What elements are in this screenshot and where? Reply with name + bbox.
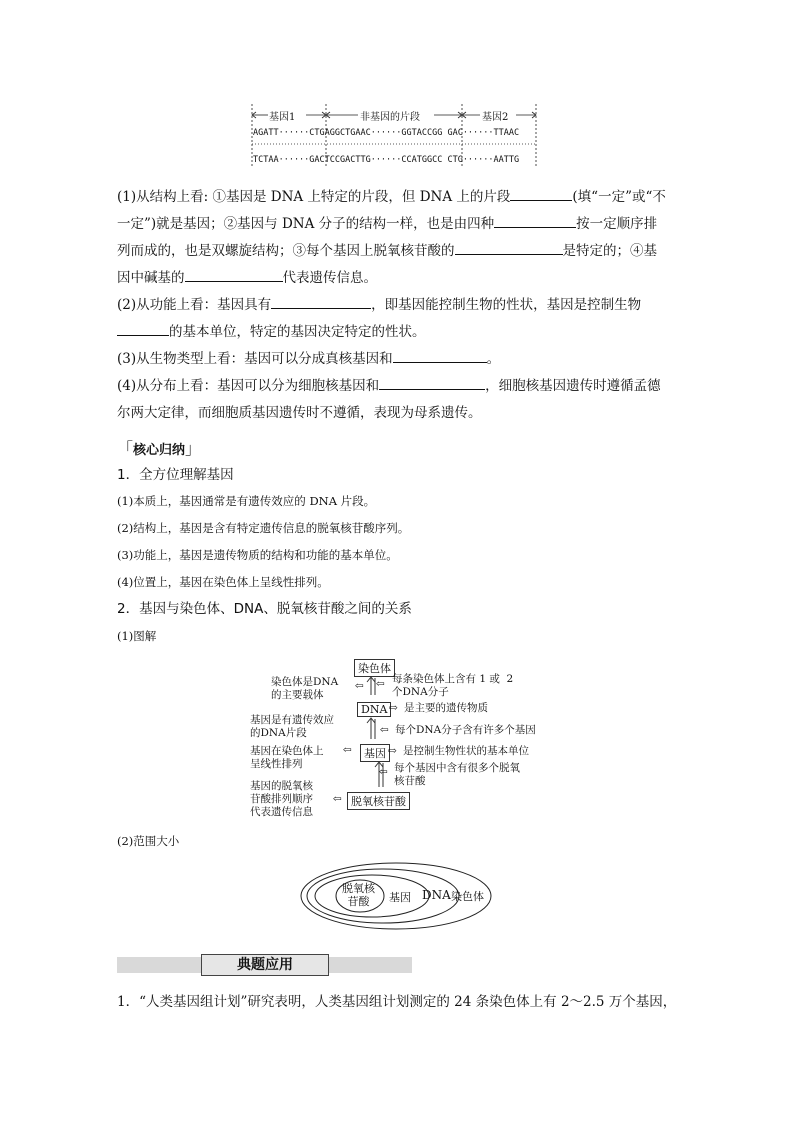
range-gene: 基因 bbox=[389, 891, 411, 904]
nongene-label: 非基因的片段 bbox=[360, 112, 420, 123]
heading-text: 核心归纳 bbox=[133, 443, 186, 458]
text: (2)从功能上看：基因具有 bbox=[117, 297, 272, 313]
range-chromosome: 染色体 bbox=[451, 890, 484, 903]
text: (4)从分布上看：基因可以分为细胞核基因和 bbox=[117, 378, 380, 394]
blank[interactable] bbox=[185, 267, 283, 282]
text: (1)从结构上看: ①基因是 DNA 上特定的片段，但 DNA 上的片段 bbox=[117, 189, 511, 205]
paragraph-distribution bbox=[117, 373, 679, 427]
right-note-4: 是控制生物性状的基本单位 bbox=[403, 745, 529, 757]
right-note-3: 每个DNA分子含有许多个基因 bbox=[395, 724, 536, 736]
s1-item-2: (2)结构上，基因是含有特定遗传信息的脱氧核苷酸序列。 bbox=[117, 521, 410, 535]
right-arrow-4: ⇨ bbox=[388, 745, 397, 757]
s1-item-1: (1)本质上，基因通常是有遗传效应的 DNA 片段。 bbox=[117, 494, 376, 508]
s2-sub-range: (2)范围大小 bbox=[117, 834, 180, 848]
text: (填“一定”或“不 bbox=[572, 189, 666, 205]
text: 因中碱基的 bbox=[117, 270, 185, 286]
text: 。 bbox=[486, 351, 501, 367]
dna-box: DNA bbox=[357, 702, 391, 717]
chromosome-box: 染色体 bbox=[354, 659, 395, 677]
right-note-1: 每条染色体上含有 1 或 2 个DNA分子 bbox=[392, 673, 514, 698]
right-arrow-3: ⇦ bbox=[380, 724, 389, 736]
blank[interactable] bbox=[393, 348, 487, 363]
right-arrow-1: ⇦ bbox=[376, 678, 385, 690]
left-note-4: 基因的脱氧核 苷酸排列顺序 代表遗传信息 bbox=[250, 780, 313, 818]
text: 是特定的；④基 bbox=[562, 243, 657, 259]
range-nucleotide: 脱氧核 苷酸 bbox=[342, 882, 375, 908]
right-arrow-5: ⇦ bbox=[379, 766, 388, 778]
paragraph-function bbox=[117, 292, 679, 346]
text: 一定”)就是基因；②基因与 DNA 分子的结构一样，也是由四种 bbox=[117, 216, 495, 232]
left-arrow-3: ⇦ bbox=[343, 744, 352, 756]
left-note-3: 基因在染色体上 呈线性排列 bbox=[250, 745, 324, 770]
left-arrow-1: ⇦ bbox=[355, 680, 364, 692]
gene1-label: 基因1 bbox=[269, 112, 296, 123]
left-note-1: 染色体是DNA 的主要载体 bbox=[271, 676, 339, 701]
range-dna: DNA bbox=[422, 888, 451, 902]
section2-title: 2．基因与染色体、DNA、脱氧核苷酸之间的关系 bbox=[117, 601, 412, 617]
right-arrow-2: ⇨ bbox=[389, 702, 398, 714]
blank[interactable] bbox=[510, 186, 572, 201]
text: ，即基因能控制生物的性状，基因是控制生物 bbox=[371, 297, 642, 313]
gene-box: 基因 bbox=[360, 744, 390, 762]
sequence-row-1: AGATT······CTGAGGCTGAAC······GGTACCGG GAC······TTAAC bbox=[253, 128, 520, 138]
blank[interactable] bbox=[271, 294, 371, 309]
right-note-5: 每个基因中含有很多个脱氧 核苷酸 bbox=[394, 762, 520, 787]
section1-title: 1．全方位理解基因 bbox=[117, 467, 234, 483]
blank[interactable] bbox=[117, 321, 169, 336]
blank[interactable] bbox=[494, 213, 576, 228]
gene2-label: 基因2 bbox=[482, 112, 509, 123]
section-banner-title: 典题应用 bbox=[201, 954, 329, 976]
blank[interactable] bbox=[455, 240, 563, 255]
nucleotide-box: 脱氧核苷酸 bbox=[347, 792, 410, 810]
text: 尔两大定律，而细胞质基因遗传时不遵循，表现为母系遗传。 bbox=[117, 405, 482, 421]
left-arrow-4: ⇦ bbox=[333, 793, 342, 805]
text: 的基本单位，特定的基因决定特定的性状。 bbox=[169, 324, 426, 340]
text: 代表遗传信息。 bbox=[282, 270, 377, 286]
text: ，细胞核基因遗传时遵循孟德 bbox=[485, 378, 661, 394]
blank[interactable] bbox=[379, 375, 485, 390]
paragraph-structure bbox=[117, 184, 679, 292]
text: 按一定顺序排 bbox=[576, 216, 658, 232]
s1-item-3: (3)功能上，基因是遗传物质的结构和功能的基本单位。 bbox=[117, 548, 398, 562]
text: 列而成的，也是双螺旋结构；③每个基因上脱氧核苷酸的 bbox=[117, 243, 455, 259]
paragraph-type bbox=[117, 346, 679, 373]
core-summary-heading: 「核心归纳」 bbox=[117, 439, 202, 458]
text: (3)从生物类型上看：基因可以分成真核基因和 bbox=[117, 351, 393, 367]
s1-item-4: (4)位置上，基因在染色体上呈线性排列。 bbox=[117, 575, 329, 589]
sequence-row-2: TCTAA······GACTCCGACTTG······CCATGGCC CTG······AATTG bbox=[253, 155, 520, 165]
s2-sub-diagram: (1)图解 bbox=[117, 629, 157, 643]
right-note-2: 是主要的遗传物质 bbox=[404, 702, 488, 714]
question-1: 1．“人类基因组计划”研究表明，人类基因组计划测定的 24 条染色体上有 2～2.5 万个基因， bbox=[117, 994, 677, 1010]
left-note-2: 基因是有遗传效应 的DNA片段 bbox=[250, 714, 334, 739]
